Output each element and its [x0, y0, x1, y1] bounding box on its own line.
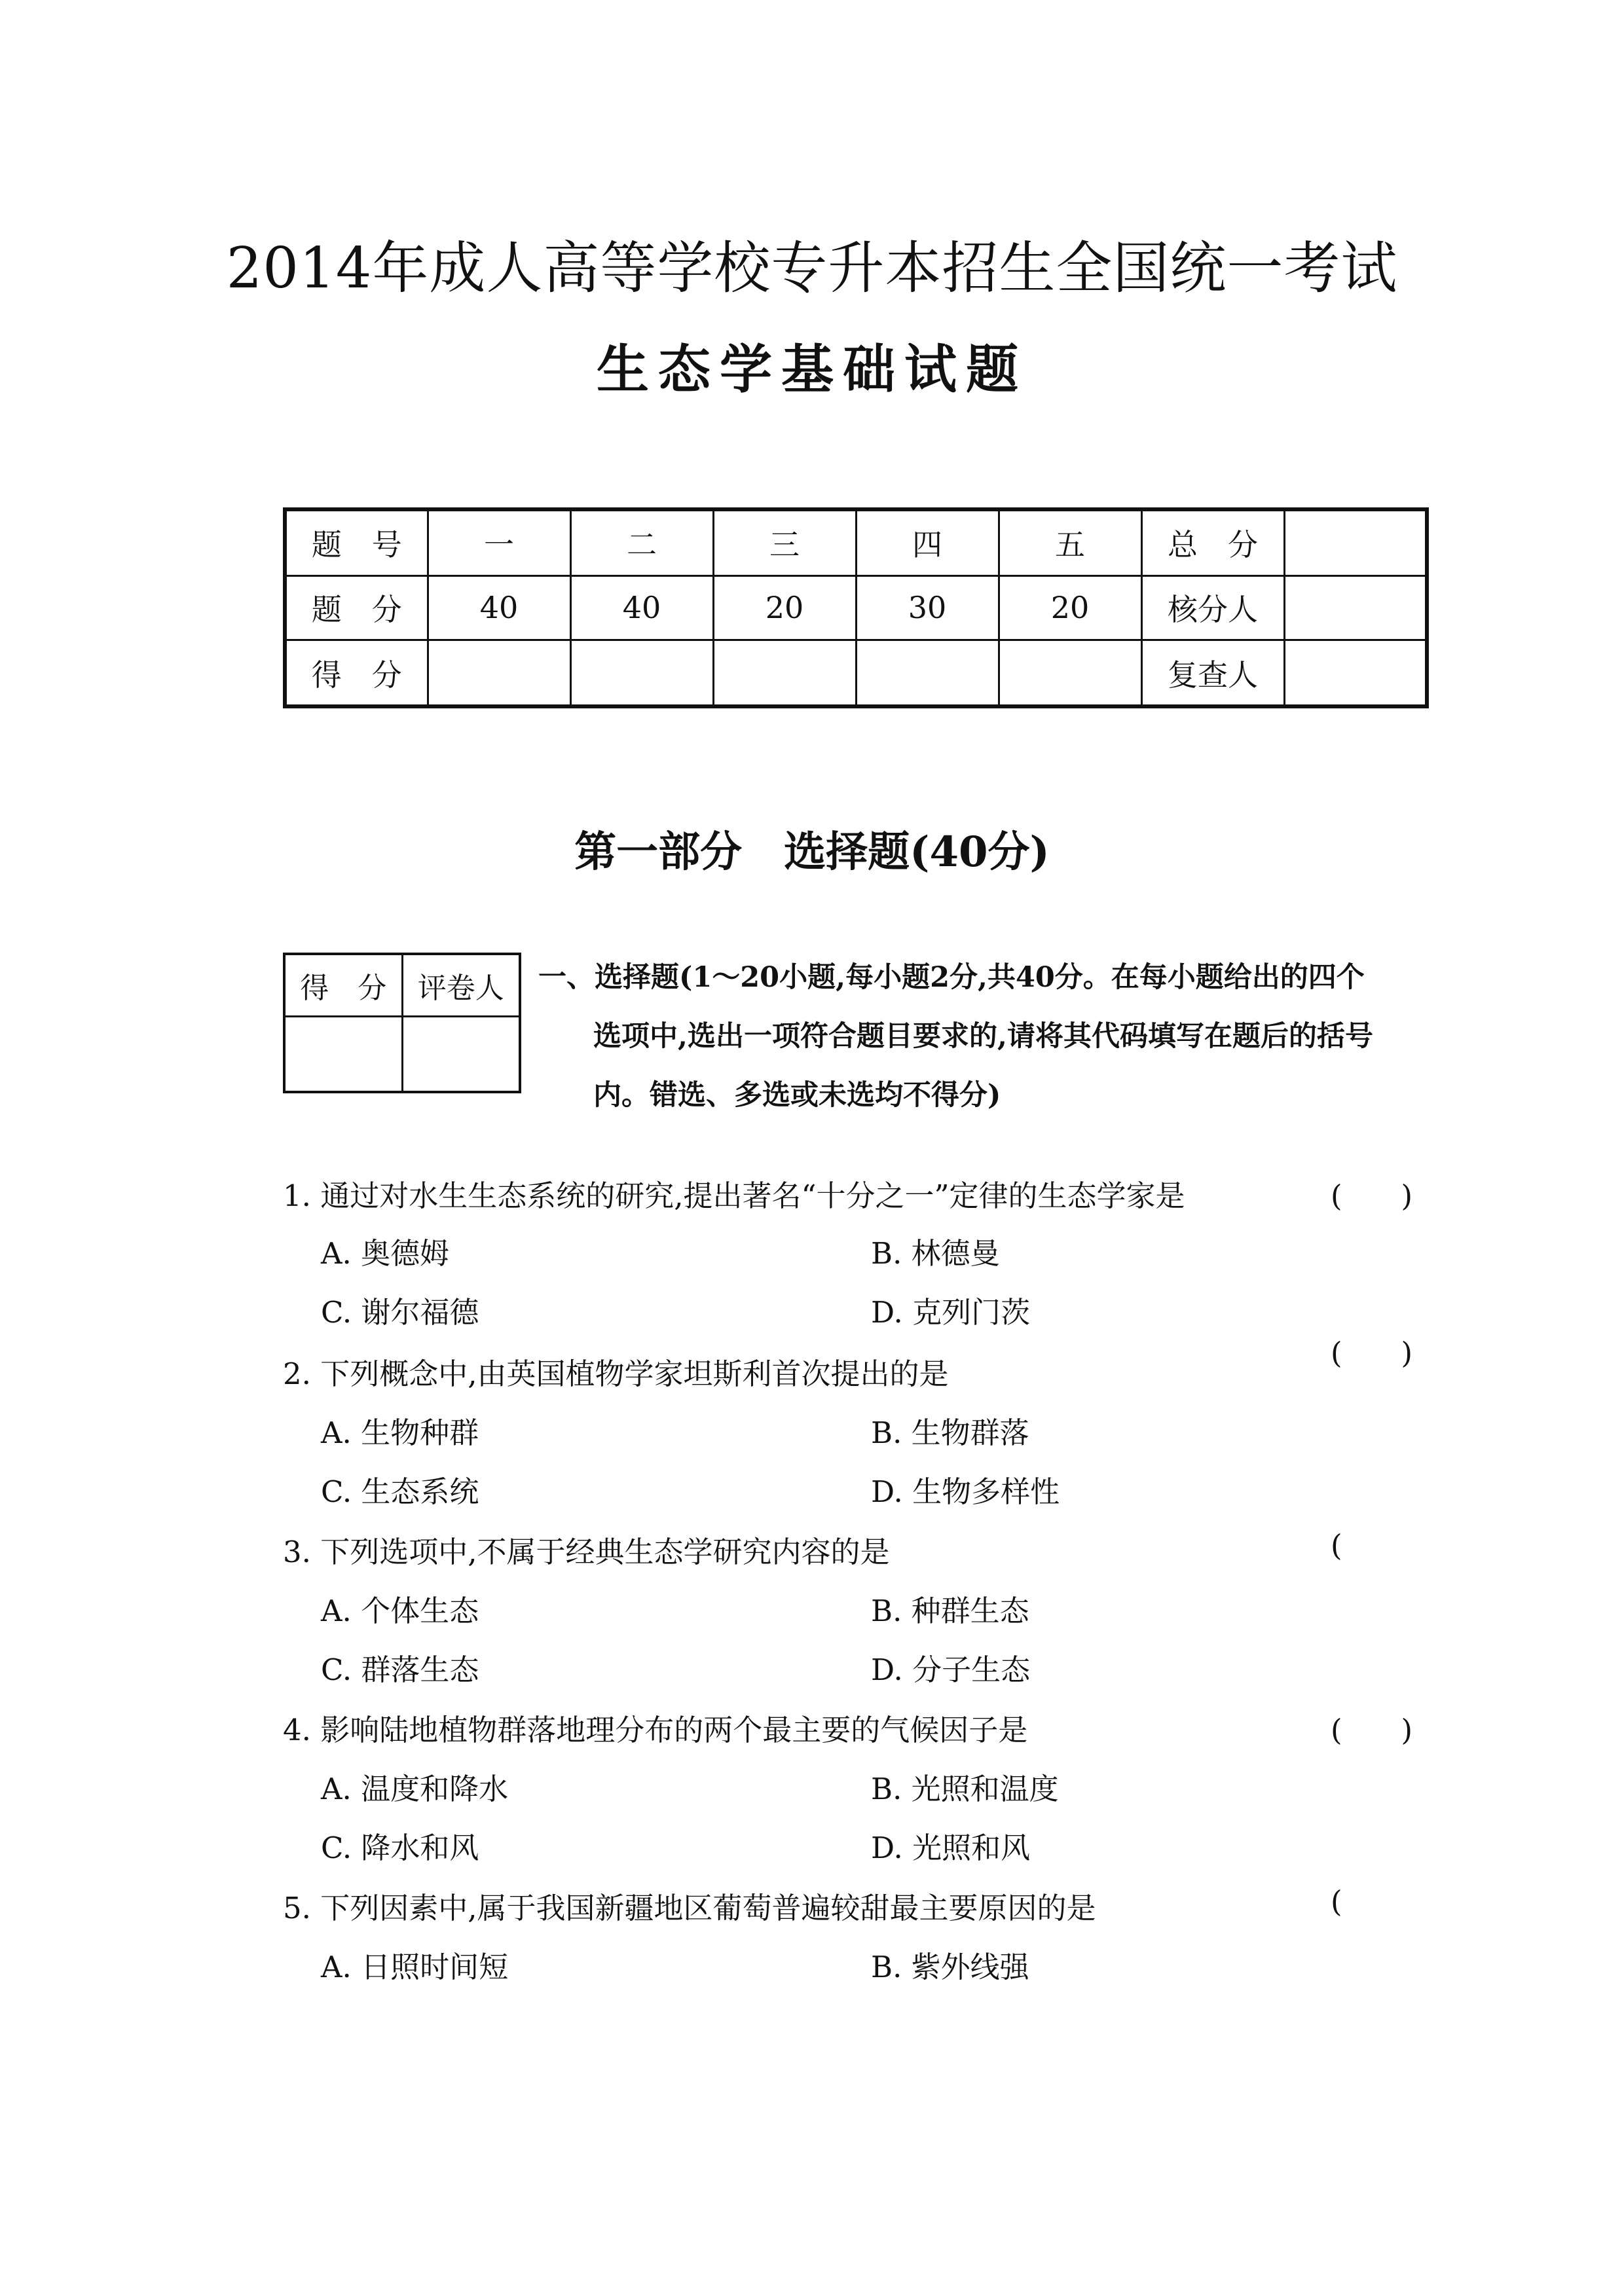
score-cell: 20 — [713, 575, 856, 640]
score-table — [283, 507, 1429, 708]
question-stem: 4. 影响陆地植物群落地理分布的两个最主要的气候因子是 — [283, 1713, 1028, 1747]
score-cell: 得 分 — [285, 640, 428, 706]
option-a: A. 温度和降水 — [321, 1772, 509, 1806]
grader-blank-row — [284, 1016, 520, 1092]
option-d: D. 光照和风 — [871, 1831, 1031, 1865]
exam-title: 2014年成人高等学校专升本招生全国统一考试 — [226, 236, 1398, 301]
score-cell: 题 号 — [285, 509, 428, 575]
score-cell — [1284, 509, 1427, 575]
score-table-row — [285, 575, 1427, 640]
option-d: D. 生物多样性 — [871, 1474, 1060, 1509]
answer-parenthesis: ( ) — [1331, 1336, 1413, 1370]
question-stem: 3. 下列选项中,不属于经典生态学研究内容的是 — [283, 1535, 890, 1569]
option-d: D. 分子生态 — [871, 1652, 1031, 1687]
answer-parenthesis: ( ) — [1331, 1178, 1413, 1213]
option-d: D. 克列门茨 — [871, 1295, 1031, 1330]
score-cell: 核分人 — [1141, 575, 1284, 640]
option-a: A. 个体生态 — [321, 1594, 479, 1628]
score-cell: 三 — [713, 509, 856, 575]
score-cell: 一 — [428, 509, 570, 575]
option-b: B. 生物群落 — [871, 1415, 1029, 1450]
option-b: B. 紫外线强 — [871, 1950, 1029, 1984]
grader-score-cell — [284, 1016, 402, 1092]
option-a: A. 生物种群 — [321, 1415, 479, 1450]
score-cell: 20 — [999, 575, 1141, 640]
option-b: B. 林德曼 — [871, 1236, 1000, 1271]
option-a: A. 奥德姆 — [321, 1236, 450, 1271]
grader-score-label: 得 分 — [284, 954, 402, 1016]
score-table-row — [285, 640, 1427, 706]
answer-parenthesis: ( ) — [1331, 1713, 1413, 1747]
score-cell: 总 分 — [1141, 509, 1284, 575]
option-a: A. 日照时间短 — [321, 1950, 509, 1984]
score-cell — [713, 640, 856, 706]
question-stem: 5. 下列因素中,属于我国新疆地区葡萄普遍较甜最主要原因的是 — [283, 1891, 1096, 1925]
score-cell: 40 — [570, 575, 713, 640]
score-cell: 四 — [856, 509, 999, 575]
option-c: C. 降水和风 — [321, 1831, 479, 1865]
part-title: 第一部分 选择题(40分) — [574, 828, 1050, 877]
grader-name-label: 评卷人 — [402, 954, 520, 1016]
option-c: C. 群落生态 — [321, 1652, 479, 1687]
option-c: C. 谢尔福德 — [321, 1295, 479, 1330]
grader-header-row — [284, 954, 520, 1016]
section-instructions — [538, 948, 1435, 1125]
score-cell — [428, 640, 570, 706]
option-b: B. 光照和温度 — [871, 1772, 1059, 1806]
answer-parenthesis: ( — [1331, 1528, 1342, 1563]
option-c: C. 生态系统 — [321, 1474, 479, 1509]
exam-subtitle: 生态学基础试题 — [597, 338, 1027, 400]
instructions-line: 一、选择题(1～20小题,每小题2分,共40分。在每小题给出的四个 — [538, 961, 1365, 994]
score-cell: 复查人 — [1141, 640, 1284, 706]
score-cell: 30 — [856, 575, 999, 640]
score-cell: 题 分 — [285, 575, 428, 640]
answer-parenthesis: ( — [1331, 1884, 1342, 1919]
score-cell — [856, 640, 999, 706]
grader-name-cell — [402, 1016, 520, 1092]
score-cell: 二 — [570, 509, 713, 575]
score-cell — [999, 640, 1141, 706]
score-table-row — [285, 509, 1427, 575]
instructions-line: 内。错选、多选或未选均不得分) — [593, 1079, 1001, 1112]
question-stem: 2. 下列概念中,由英国植物学家坦斯利首次提出的是 — [283, 1357, 949, 1391]
option-b: B. 种群生态 — [871, 1594, 1029, 1628]
score-cell — [570, 640, 713, 706]
score-cell: 40 — [428, 575, 570, 640]
score-cell: 五 — [999, 509, 1141, 575]
question-stem: 1. 通过对水生生态系统的研究,提出著名“十分之一”定律的生态学家是 — [283, 1178, 1185, 1213]
instructions-line: 选项中,选出一项符合题目要求的,请将其代码填写在题后的括号 — [593, 1020, 1373, 1053]
grader-table — [283, 953, 521, 1093]
score-cell — [1284, 575, 1427, 640]
score-cell — [1284, 640, 1427, 706]
